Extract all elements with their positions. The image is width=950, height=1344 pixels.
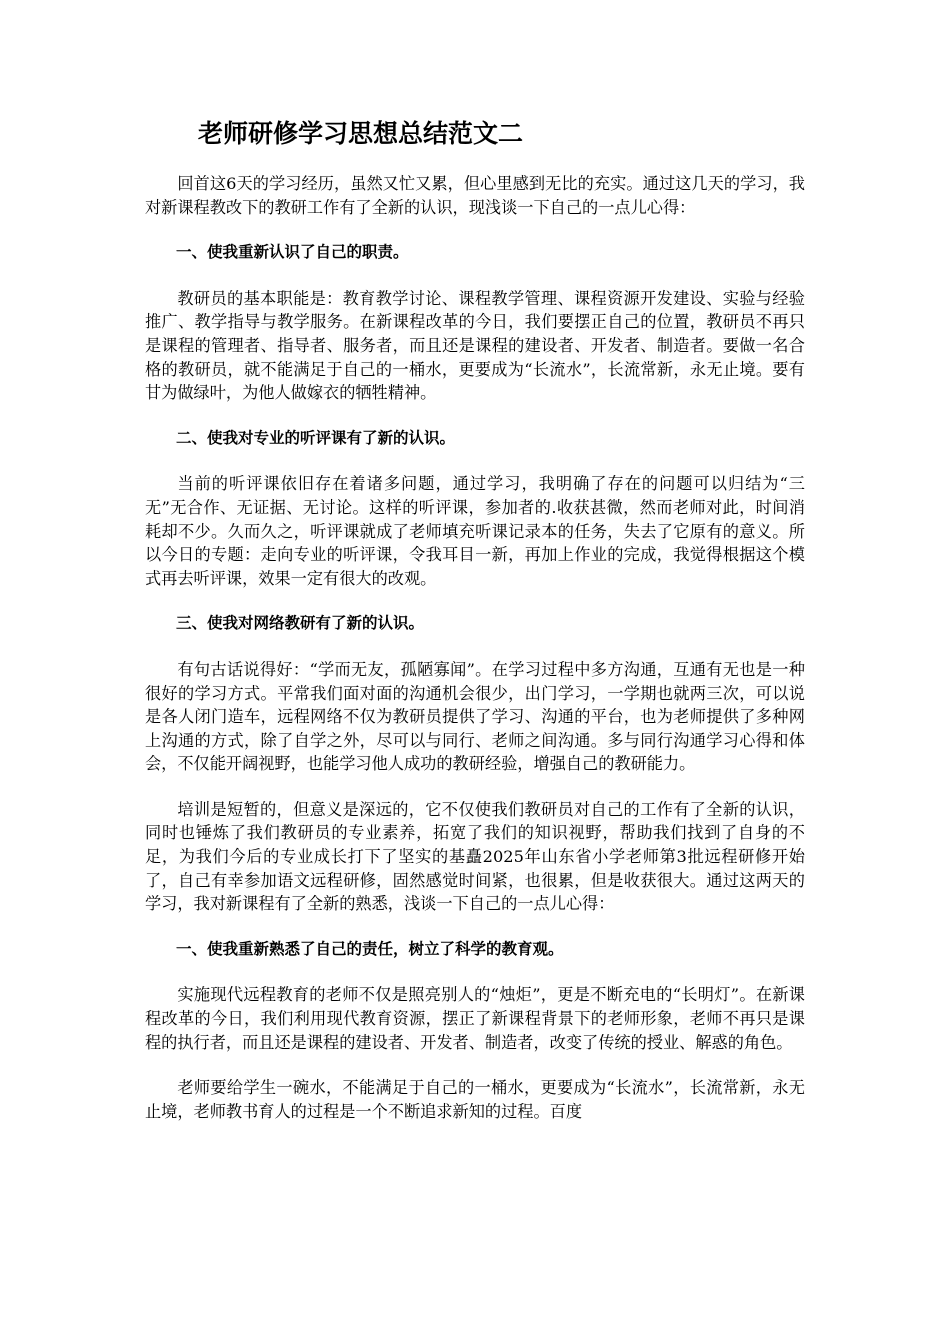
paragraph: 实施现代远程教育的老师不仅是照亮别人的“烛炬”，更是不断充电的“长明灯”。在新课程改革的今日，我们利用现代教育资源，摆正了新课程背景下的老师形象，老师不再只是课程的执行者，而且还是课程的建设者、开发者、制造者，改变了传统的授业、解惑的角色。 bbox=[145, 985, 805, 1052]
paragraph: 培训是短暂的，但意义是深远的，它不仅使我们教研员对自己的工作有了全新的认识，同时也锤炼了我们教研员的专业素养，拓宽了我们的知识视野，帮助我们找到了自身的不足，为我们今后的专业成长打下了坚实的基矗2025年山东省小学老师第3批远程研修开始了，自己有幸参加语文远程研修，固然感觉时间紧，也很累，但是收获很大。通过这两天的学习，我对新课程有了全新的熟悉，浅谈一下自己的一点儿心得： bbox=[145, 799, 805, 914]
document-body bbox=[145, 172, 805, 1145]
paragraph: 回首这6天的学习经历，虽然又忙又累，但心里感到无比的充实。通过这几天的学习，我对新课程教改下的教研工作有了全新的认识，现浅谈一下自己的一点儿心得： bbox=[145, 174, 805, 217]
paragraph: 当前的听评课依旧存在着诸多问题，通过学习，我明确了存在的问题可以归结为“三无”无合作、无证据、无讨论。这样的听评课，参加者的.收获甚微，然而老师对此，时间消耗却不少。久而久之，听评课就成了老师填充听课记录本的任务，失去了它原有的意义。所以今日的专题：走向专业的听评课，令我耳目一新，再加上作业的完成，我觉得根据这个模式再去听评课，效果一定有很大的改观。 bbox=[145, 474, 805, 588]
section-heading: 一、使我重新熟悉了自己的责任，树立了科学的教育观。 bbox=[176, 939, 564, 958]
section-heading: 二、使我对专业的听评课有了新的认识。 bbox=[176, 428, 456, 447]
document-title: 老师研修学习思想总结范文二 bbox=[198, 119, 524, 148]
paragraph: 有句古话说得好：“学而无友，孤陋寡闻”。在学习过程中多方沟通，互通有无也是一种很好的学习方式。平常我们面对面的沟通机会很少，出门学习，一学期也就两三次，可以说是各人闭门造车，远程网络不仅为教研员提供了学习、沟通的平台，也为老师提供了多种网上沟通的方式，除了自学之外，尽可以与同行、老师之间沟通。多与同行沟通学习心得和体会，不仅能开阔视野，也能学习他人成功的教研经验，增强自己的教研能力。 bbox=[145, 659, 805, 774]
paragraph: 老师要给学生一碗水，不能满足于自己的一桶水，更要成为“长流水”，长流常新，永无止境，老师教书育人的过程是一个不断追求新知的过程。百度 bbox=[145, 1078, 805, 1121]
section-heading: 三、使我对网络教研有了新的认识。 bbox=[176, 614, 425, 633]
paragraph: 教研员的基本职能是：教育教学讨论、课程教学管理、课程资源开发建设、实验与经验推广、教学指导与教学服务。在新课程改革的今日，我们要摆正自己的位置，教研员不再只是课程的管理者、指导者、服务者，而且还是课程的建设者、开发者、制造者。要做一名合格的教研员，就不能满足于自己的一桶水，更要成为“长流水”，长流常新，永无止境。要有甘为做绿叶，为他人做嫁衣的牺牲精神。 bbox=[145, 288, 805, 403]
section-heading: 一、使我重新认识了自己的职责。 bbox=[176, 243, 409, 262]
